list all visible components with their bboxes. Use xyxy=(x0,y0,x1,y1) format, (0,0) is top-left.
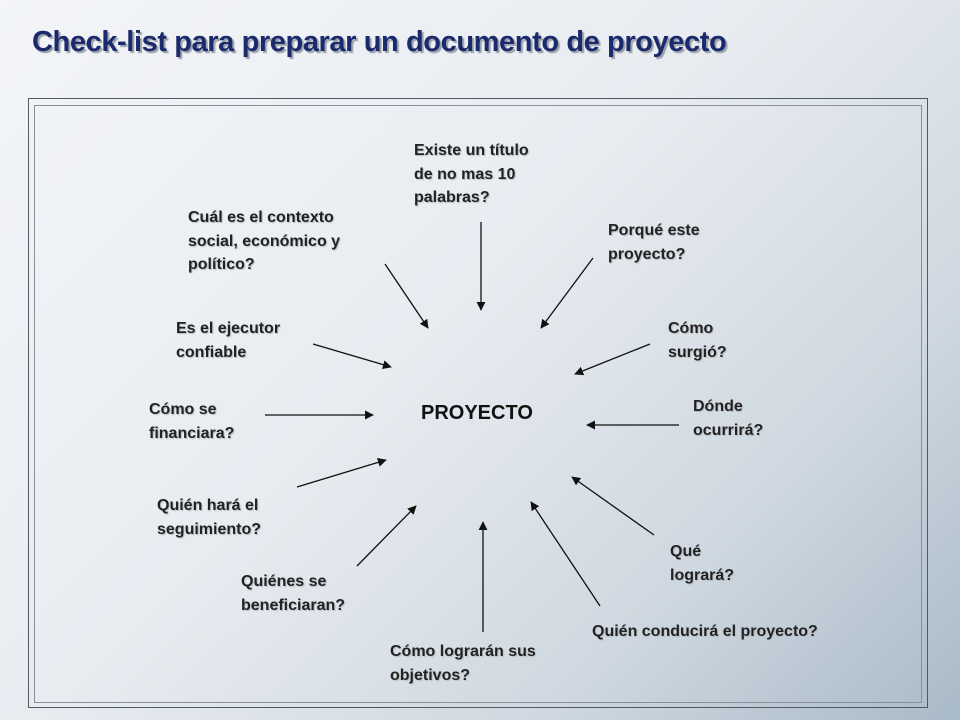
center-node-proyecto: PROYECTO xyxy=(421,402,533,424)
question-titulo: Existe un título de no mas 10 palabras? xyxy=(414,142,529,206)
question-objetivos: Cómo lograrán sus objetivos? xyxy=(390,643,536,684)
arrow-surgio xyxy=(575,344,650,374)
arrow-conducira xyxy=(531,502,600,606)
question-porque: Porqué este proyecto? xyxy=(608,222,700,263)
arrow-seguimiento xyxy=(297,460,386,487)
question-lograra: Qué logrará? xyxy=(670,543,735,584)
question-seguimiento: Quién hará el seguimiento? xyxy=(157,497,262,538)
question-donde: Dónde ocurrirá? xyxy=(693,398,764,439)
question-financiara: Cómo se financiara? xyxy=(149,401,235,442)
question-ejecutor: Es el ejecutor confiable xyxy=(176,320,281,361)
page-title: Check-list para preparar un documento de proyecto xyxy=(32,26,727,58)
question-contexto: Cuál es el contexto social, económico y político? xyxy=(188,209,341,273)
question-beneficiaran: Quiénes se beneficiaran? xyxy=(241,573,346,614)
question-surgio: Cómo surgió? xyxy=(668,320,727,361)
arrow-lograra xyxy=(572,477,654,535)
arrow-ejecutor xyxy=(313,344,391,367)
arrow-contexto xyxy=(385,264,428,328)
question-conducira: Quién conducirá el proyecto? xyxy=(592,623,818,640)
arrow-porque xyxy=(541,258,593,328)
arrow-beneficiaran xyxy=(357,506,416,566)
